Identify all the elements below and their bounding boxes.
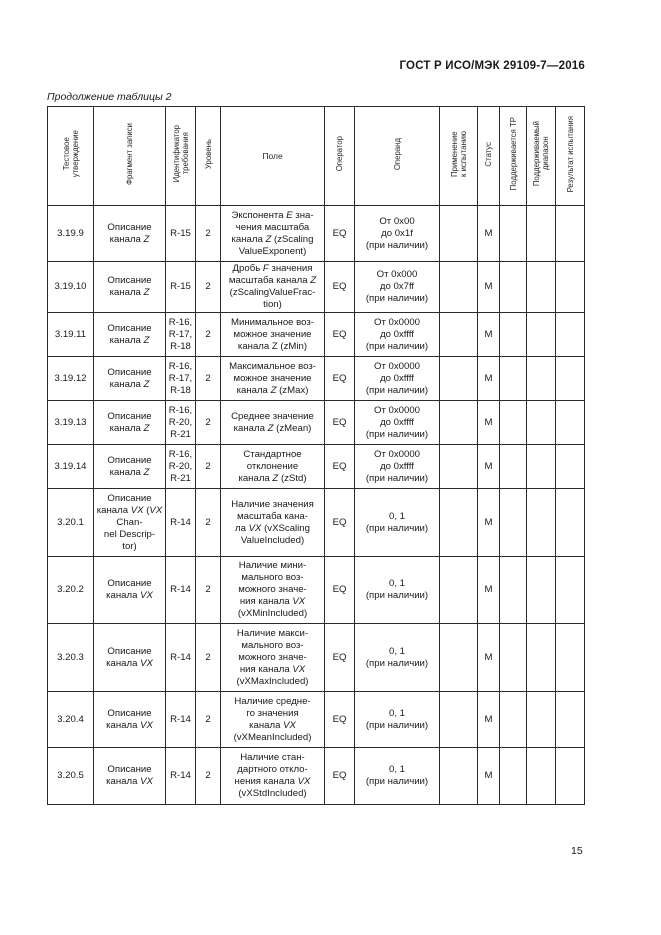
- cell-requirement-id: R-14: [166, 489, 196, 557]
- column-header-label: Фрагмент записи: [125, 123, 134, 185]
- cell-operator: EQ: [325, 489, 355, 557]
- column-header-record-fragment: [94, 107, 166, 206]
- cell-level: 2: [196, 692, 221, 748]
- cell-operand: 0, 1 (при наличии): [355, 489, 440, 557]
- cell-record-fragment: Описание канала Z: [94, 357, 166, 401]
- cell-test-result: [556, 489, 585, 557]
- cell-level: 2: [196, 624, 221, 692]
- cell-tr-supported: [500, 489, 527, 557]
- cell-assertion: 3.19.9: [48, 206, 94, 262]
- cell-supported-range: [527, 206, 556, 262]
- cell-applicability: [440, 313, 478, 357]
- cell-assertion: 3.19.14: [48, 445, 94, 489]
- cell-operand: 0, 1 (при наличии): [355, 692, 440, 748]
- cell-test-result: [556, 262, 585, 313]
- column-header-applicability: [440, 107, 478, 206]
- cell-operator: EQ: [325, 262, 355, 313]
- cell-field: Стандартное отклонение канала Z (zStd): [221, 445, 325, 489]
- cell-assertion: 3.20.2: [48, 557, 94, 624]
- column-header-requirement-id: [166, 107, 196, 206]
- cell-requirement-id: R-15: [166, 262, 196, 313]
- column-header-label: Тестовое утверждение: [61, 130, 80, 178]
- requirements-table: [47, 106, 585, 805]
- cell-requirement-id: R-14: [166, 748, 196, 805]
- column-header-test-result: [556, 107, 585, 206]
- cell-status: M: [478, 313, 500, 357]
- cell-status: M: [478, 748, 500, 805]
- cell-operand: 0, 1 (при наличии): [355, 624, 440, 692]
- cell-assertion: 3.20.3: [48, 624, 94, 692]
- cell-field: Наличие средне- го значения канала VX (vXMeanIncluded): [221, 692, 325, 748]
- column-header-label: Уровень: [203, 138, 213, 170]
- cell-operator: EQ: [325, 445, 355, 489]
- cell-record-fragment: Описание канала Z: [94, 262, 166, 313]
- cell-operator: EQ: [325, 206, 355, 262]
- cell-assertion: 3.20.1: [48, 489, 94, 557]
- cell-test-result: [556, 401, 585, 445]
- cell-applicability: [440, 557, 478, 624]
- cell-level: 2: [196, 748, 221, 805]
- cell-requirement-id: R-14: [166, 692, 196, 748]
- cell-applicability: [440, 401, 478, 445]
- cell-supported-range: [527, 692, 556, 748]
- column-header-label: Поддерживаемый диапазон: [532, 121, 550, 187]
- cell-assertion: 3.19.11: [48, 313, 94, 357]
- cell-operand: От 0x0000 до 0xffff (при наличии): [355, 445, 440, 489]
- cell-tr-supported: [500, 748, 527, 805]
- cell-field: Наличие мини- мального воз- можного значе- ния канала VX (vXMinIncluded): [221, 557, 325, 624]
- column-header-label: Идентификатор требования: [171, 125, 190, 183]
- column-header-field: [221, 107, 325, 206]
- cell-record-fragment: Описание канала Z: [94, 313, 166, 357]
- cell-requirement-id: R-14: [166, 624, 196, 692]
- cell-requirement-id: R-16, R-20, R-21: [166, 401, 196, 445]
- table-row: [48, 262, 585, 313]
- cell-operator: EQ: [325, 557, 355, 624]
- cell-test-result: [556, 313, 585, 357]
- cell-field: Наличие значения масштаба кана- ла VX (vXScaling ValueIncluded): [221, 489, 325, 557]
- table-row: [48, 357, 585, 401]
- table-row: [48, 692, 585, 748]
- cell-operator: EQ: [325, 624, 355, 692]
- cell-applicability: [440, 445, 478, 489]
- cell-operator: EQ: [325, 401, 355, 445]
- cell-tr-supported: [500, 262, 527, 313]
- cell-requirement-id: R-16, R-20, R-21: [166, 445, 196, 489]
- cell-operand: От 0x00 до 0x1f (при наличии): [355, 206, 440, 262]
- cell-assertion: 3.20.4: [48, 692, 94, 748]
- table-row: [48, 313, 585, 357]
- column-header-operator: [325, 107, 355, 206]
- cell-assertion: 3.20.5: [48, 748, 94, 805]
- cell-record-fragment: Описание канала VX: [94, 748, 166, 805]
- cell-level: 2: [196, 313, 221, 357]
- column-header-supported-range: [527, 107, 556, 206]
- cell-field: Дробь F значения масштаба канала Z (zScalingValueFrac- tion): [221, 262, 325, 313]
- table-row: [48, 401, 585, 445]
- column-header-assertion: [48, 107, 94, 206]
- cell-status: M: [478, 401, 500, 445]
- cell-record-fragment: Описание канала VX (VX Chan- nel Descrip- tor): [94, 489, 166, 557]
- cell-level: 2: [196, 357, 221, 401]
- cell-operator: EQ: [325, 748, 355, 805]
- cell-applicability: [440, 624, 478, 692]
- cell-level: 2: [196, 206, 221, 262]
- cell-tr-supported: [500, 401, 527, 445]
- column-header-status: [478, 107, 500, 206]
- cell-assertion: 3.19.12: [48, 357, 94, 401]
- cell-record-fragment: Описание канала Z: [94, 445, 166, 489]
- cell-field: Минимальное воз- можное значение канала Z (zMin): [221, 313, 325, 357]
- cell-tr-supported: [500, 692, 527, 748]
- cell-test-result: [556, 357, 585, 401]
- cell-field: Наличие макси- мального воз- можного значе- ния канала VX (vXMaxIncluded): [221, 624, 325, 692]
- table-row: [48, 557, 585, 624]
- cell-test-result: [556, 624, 585, 692]
- cell-status: M: [478, 262, 500, 313]
- cell-field: Наличие стан- дартного откло- нения канала VX (vXStdIncluded): [221, 748, 325, 805]
- cell-tr-supported: [500, 206, 527, 262]
- cell-applicability: [440, 748, 478, 805]
- table-header-row: [48, 107, 585, 206]
- table-row: [48, 445, 585, 489]
- cell-operand: От 0x0000 до 0xffff (при наличии): [355, 357, 440, 401]
- cell-supported-range: [527, 357, 556, 401]
- column-header-tr-supported: [500, 107, 527, 206]
- standard-title: ГОСТ Р ИСО/МЭК 29109-7—2016: [399, 60, 585, 72]
- cell-status: M: [478, 489, 500, 557]
- cell-assertion: 3.19.10: [48, 262, 94, 313]
- cell-supported-range: [527, 445, 556, 489]
- cell-operand: 0, 1 (при наличии): [355, 748, 440, 805]
- cell-supported-range: [527, 313, 556, 357]
- column-header-label: Операнд: [392, 137, 402, 171]
- column-header-level: [196, 107, 221, 206]
- cell-status: M: [478, 692, 500, 748]
- cell-test-result: [556, 206, 585, 262]
- cell-requirement-id: R-15: [166, 206, 196, 262]
- column-header-label: Применение к испытанию: [449, 131, 468, 177]
- column-header-label: Статус: [484, 141, 493, 167]
- cell-operand: От 0x000 до 0x7ff (при наличии): [355, 262, 440, 313]
- cell-supported-range: [527, 489, 556, 557]
- cell-record-fragment: Описание канала VX: [94, 557, 166, 624]
- cell-supported-range: [527, 557, 556, 624]
- cell-operand: От 0x0000 до 0xffff (при наличии): [355, 401, 440, 445]
- column-header-label: Поле: [262, 150, 283, 161]
- table-row: [48, 748, 585, 805]
- cell-applicability: [440, 357, 478, 401]
- cell-requirement-id: R-16, R-17, R-18: [166, 313, 196, 357]
- cell-applicability: [440, 489, 478, 557]
- cell-applicability: [440, 206, 478, 262]
- cell-level: 2: [196, 445, 221, 489]
- cell-status: M: [478, 206, 500, 262]
- column-header-label: Результат испытания: [565, 115, 575, 193]
- cell-field: Максимальное воз- можное значение канала Z (zMax): [221, 357, 325, 401]
- cell-tr-supported: [500, 445, 527, 489]
- cell-level: 2: [196, 557, 221, 624]
- column-header-label: Оператор: [335, 136, 344, 172]
- cell-test-result: [556, 748, 585, 805]
- cell-supported-range: [527, 401, 556, 445]
- column-header-label: Поддерживается ТР: [508, 117, 518, 191]
- cell-operand: От 0x0000 до 0xffff (при наличии): [355, 313, 440, 357]
- cell-applicability: [440, 262, 478, 313]
- cell-operator: EQ: [325, 692, 355, 748]
- cell-test-result: [556, 557, 585, 624]
- cell-status: M: [478, 624, 500, 692]
- cell-level: 2: [196, 262, 221, 313]
- cell-tr-supported: [500, 357, 527, 401]
- table-caption: Продолжение таблицы 2: [47, 91, 172, 103]
- cell-status: M: [478, 557, 500, 624]
- cell-tr-supported: [500, 557, 527, 624]
- cell-test-result: [556, 692, 585, 748]
- cell-record-fragment: Описание канала VX: [94, 692, 166, 748]
- cell-record-fragment: Описание канала Z: [94, 401, 166, 445]
- cell-field: Экспонента E зна- чения масштаба канала Z (zScaling ValueExponent): [221, 206, 325, 262]
- cell-operand: 0, 1 (при наличии): [355, 557, 440, 624]
- cell-status: M: [478, 445, 500, 489]
- cell-test-result: [556, 445, 585, 489]
- cell-level: 2: [196, 401, 221, 445]
- cell-assertion: 3.19.13: [48, 401, 94, 445]
- cell-supported-range: [527, 748, 556, 805]
- cell-record-fragment: Описание канала Z: [94, 206, 166, 262]
- cell-field: Среднее значение канала Z (zMean): [221, 401, 325, 445]
- cell-operator: EQ: [325, 357, 355, 401]
- cell-applicability: [440, 692, 478, 748]
- cell-status: M: [478, 357, 500, 401]
- table-row: [48, 624, 585, 692]
- cell-requirement-id: R-14: [166, 557, 196, 624]
- cell-tr-supported: [500, 624, 527, 692]
- table-row: [48, 206, 585, 262]
- cell-level: 2: [196, 489, 221, 557]
- cell-operator: EQ: [325, 313, 355, 357]
- cell-supported-range: [527, 624, 556, 692]
- table-row: [48, 489, 585, 557]
- cell-tr-supported: [500, 313, 527, 357]
- cell-requirement-id: R-16, R-17, R-18: [166, 357, 196, 401]
- column-header-operand: [355, 107, 440, 206]
- cell-supported-range: [527, 262, 556, 313]
- cell-record-fragment: Описание канала VX: [94, 624, 166, 692]
- page-number: 15: [571, 845, 583, 857]
